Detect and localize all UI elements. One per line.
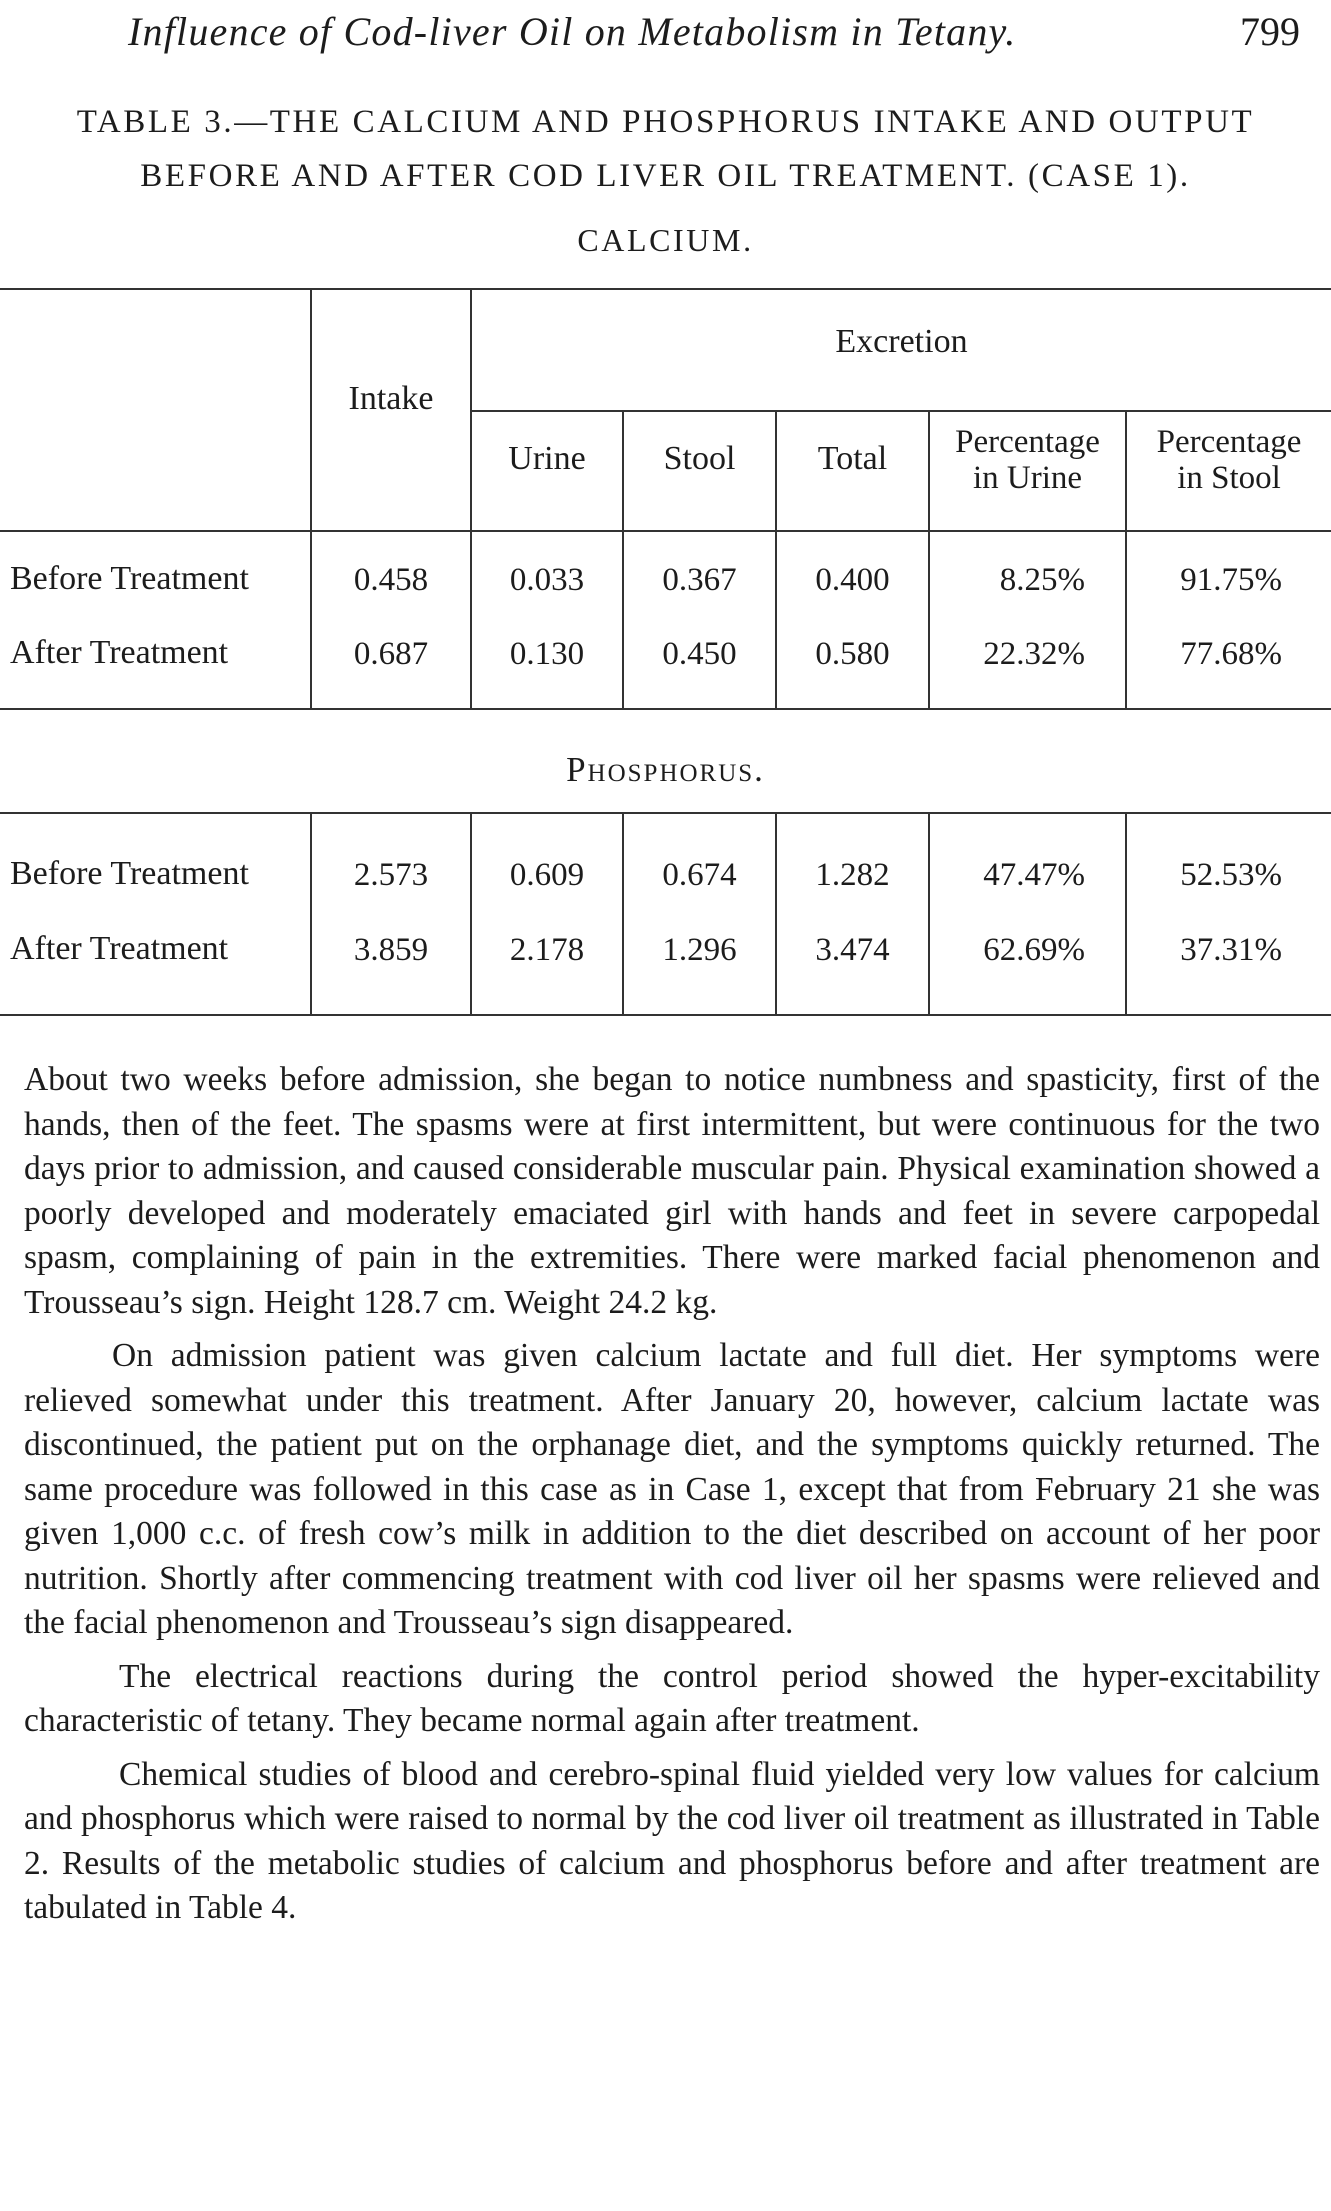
calcium-pct-stool: 91.75% [1180,562,1282,598]
body-paragraph: About two weeks before admission, she began to notice numbness and spasticity, first of the hands, then of the feet. The spasms were at first intermittent, but were continuous for the two days prior to admission, and caused considerable muscular pain. Physical examination showed a poorly developed and moderately emaciated girl with hands and feet in severe carpopedal spasm, complaining of pain in the extremities. There were marked facial phenomenon and Trousseau’s sign. Height 128.7 cm. Weight 24.2 kg. [24,1061,1320,1321]
calcium-section-title: CALCIUM. [577,222,754,258]
phosphorus-total: 1.282 [815,857,890,893]
header-pct-urine-line1: Percentage [955,424,1100,460]
phosphorus-total: 3.474 [815,932,890,968]
calcium-stool: 0.450 [662,636,737,672]
body-paragraph: The electrical reactions during the control period showed the hyper-excitability characteristic of tetany. They became normal again after treatment. [24,1657,1320,1739]
running-title: Influence of Cod-liver Oil on Metabolism in Tetany. [128,9,1017,54]
calcium-intake: 0.458 [353,562,429,598]
table-top-rule [0,288,1331,290]
table-caption-line-1: TABLE 3.—THE CALCIUM AND PHOSPHORUS INTAKE AND OUTPUT [76,104,1255,140]
phosphorus-urine: 0.609 [509,857,585,893]
phosphorus-pct-stool: 52.53% [1180,857,1282,893]
header-bottom-rule [0,530,1331,532]
row-label: After Treatment [10,930,229,967]
header-stool: Stool [663,440,736,477]
calcium-total: 0.580 [815,636,890,672]
body-text [24,1058,1320,1940]
calcium-stool: 0.367 [662,562,737,598]
col-divider [310,812,312,1014]
calcium-pct-stool: 77.68% [1180,636,1282,672]
body-paragraph: Chemical studies of blood and cerebro-spinal fluid yielded very low values for calcium and phosphorus which were raised to normal by the cod liver oil treatment as illustrated in Table 2. Results of the metabolic studies of calcium and phosphorus before and after treatment are tabulated in Table 4. [24,1755,1320,1926]
phosphorus-pct-stool: 37.31% [1180,932,1282,968]
header-excretion: Excretion [835,323,968,360]
col-divider [470,812,472,1014]
calcium-urine: 0.033 [509,562,585,598]
header-total: Total [817,440,888,477]
calcium-intake: 0.687 [353,636,429,672]
body-paragraph: On admission patient was given calcium lactate and full diet. Her symptoms were relieved somewhat under this treatment. After January 20, however, calcium lactate was discontinued, the patient put on the orphanage diet, and the symptoms quickly returned. The same procedure was followed in this case as in Case 1, except that from February 21 she was given 1,000 c.c. of fresh cow’s milk in addition to the diet described on account of her poor nutrition. Shortly after commencing treatment with cod liver oil her spasms were relieved and the facial phenomenon and Trousseau’s sign disappeared. [24,1337,1320,1641]
col-divider [1125,812,1127,1014]
header-pct-stool [1127,424,1331,496]
header-pct-stool-line1: Percentage [1156,424,1302,460]
header-urine: Urine [508,440,586,477]
col-divider [928,812,930,1014]
phosphorus-section-title: Phosphorus. [566,750,765,789]
calcium-bottom-rule [0,708,1331,710]
calcium-total: 0.400 [815,562,890,598]
row-label: Before Treatment [10,560,249,597]
phosphorus-stool: 1.296 [662,932,737,968]
header-pct-urine [930,424,1125,496]
calcium-pct-urine: 22.32% [983,636,1085,672]
col-divider [775,812,777,1014]
table-caption-line-2: BEFORE AND AFTER COD LIVER OIL TREATMENT. (CASE 1). [140,158,1191,194]
row-label: Before Treatment [10,855,249,892]
header-intake: Intake [348,380,434,417]
phosphorus-intake: 3.859 [353,932,429,968]
phosphorus-urine: 2.178 [509,932,585,968]
phosphorus-pct-urine: 47.47% [983,857,1085,893]
phosphorus-pct-urine: 62.69% [983,932,1085,968]
running-header [0,8,1331,68]
calcium-urine: 0.130 [509,636,585,672]
phosphorus-top-rule [0,812,1331,814]
col-divider [622,812,624,1014]
row-label: After Treatment [10,634,229,671]
excretion-subrule [472,410,1331,412]
phosphorus-intake: 2.573 [353,857,429,893]
page-number: 799 [1240,9,1300,54]
phosphorus-stool: 0.674 [662,857,737,893]
header-pct-stool-line2: in Stool [1177,460,1281,496]
table-bottom-rule [0,1014,1331,1016]
calcium-pct-urine: 8.25% [999,562,1085,598]
header-pct-urine-line2: in Urine [972,460,1083,496]
